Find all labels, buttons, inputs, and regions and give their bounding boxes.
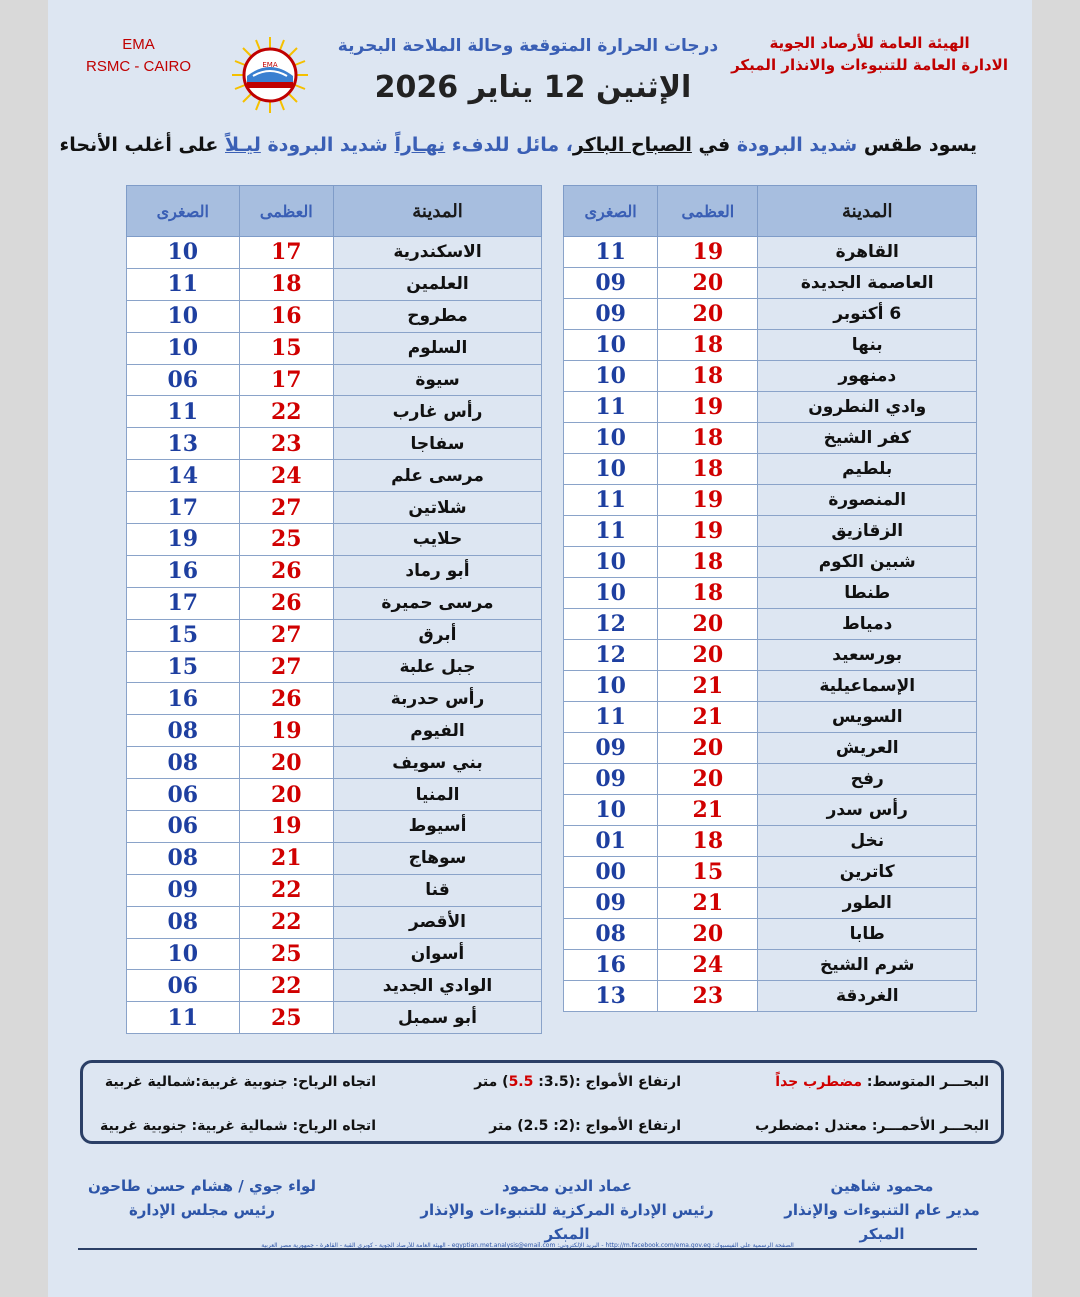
city-cell: شلاتين bbox=[334, 492, 542, 524]
table-row bbox=[127, 715, 542, 747]
min-temp-cell: 06 bbox=[127, 811, 240, 843]
table-row bbox=[127, 492, 542, 524]
city-cell: بورسعيد bbox=[758, 640, 977, 671]
min-temp-cell: 11 bbox=[564, 485, 658, 516]
max-temp-cell: 16 bbox=[239, 300, 333, 332]
city-cell: أسيوط bbox=[334, 811, 542, 843]
max-temp-cell: 22 bbox=[239, 970, 333, 1002]
min-temp-cell: 09 bbox=[564, 888, 658, 919]
table-row bbox=[127, 1002, 542, 1034]
max-temp-cell: 15 bbox=[239, 332, 333, 364]
city-cell: دمنهور bbox=[758, 361, 977, 392]
city-cell: طنطا bbox=[758, 578, 977, 609]
city-cell: سيوة bbox=[334, 364, 542, 396]
table-row bbox=[127, 524, 542, 556]
red-label: البحـــر الأحمـــر: bbox=[866, 1118, 989, 1134]
max-temp-cell: 22 bbox=[239, 906, 333, 938]
table-row bbox=[564, 454, 977, 485]
max-temp-cell: 27 bbox=[239, 492, 333, 524]
min-temp-cell: 08 bbox=[564, 919, 658, 950]
min-temp-cell: 11 bbox=[127, 268, 240, 300]
max-temp-cell: 19 bbox=[658, 237, 758, 268]
table-row bbox=[564, 237, 977, 268]
med-waves-unit: ) متر bbox=[474, 1074, 509, 1090]
min-temp-cell: 10 bbox=[564, 454, 658, 485]
city-cell: جبل علبة bbox=[334, 651, 542, 683]
min-temp-cell: 10 bbox=[564, 578, 658, 609]
org-abbrev: EMA bbox=[122, 36, 155, 53]
city-cell: رأس غارب bbox=[334, 396, 542, 428]
table-row bbox=[564, 671, 977, 702]
signature-chairman bbox=[72, 1174, 332, 1222]
table-row bbox=[127, 332, 542, 364]
city-cell: شبين الكوم bbox=[758, 547, 977, 578]
max-temp-cell: 18 bbox=[658, 578, 758, 609]
city-cell: وادي النطرون bbox=[758, 392, 977, 423]
max-temp-cell: 18 bbox=[658, 330, 758, 361]
red-state-value: معتدل :مضطرب bbox=[755, 1118, 867, 1134]
table-row bbox=[564, 516, 977, 547]
signatory-name: محمود شاهين bbox=[830, 1177, 934, 1195]
table-row bbox=[564, 888, 977, 919]
min-temp-cell: 10 bbox=[127, 332, 240, 364]
table-row bbox=[564, 919, 977, 950]
min-temp-cell: 06 bbox=[127, 779, 240, 811]
summary-highlight: شديد البرودة bbox=[736, 134, 858, 156]
min-temp-cell: 11 bbox=[564, 516, 658, 547]
max-temp-cell: 20 bbox=[658, 299, 758, 330]
city-cell: العاصمة الجديدة bbox=[758, 268, 977, 299]
min-temp-cell: 06 bbox=[127, 970, 240, 1002]
table-row bbox=[564, 361, 977, 392]
city-cell: مطروح bbox=[334, 300, 542, 332]
med-waves-label: ارتفاع الأمواج :(3.5: bbox=[533, 1074, 681, 1090]
summary-underlined: ليـلاً bbox=[225, 134, 261, 156]
med-label: البحـــر المتوسط: bbox=[862, 1074, 989, 1090]
table-row bbox=[127, 619, 542, 651]
summary-text: على أغلب الأنحاء bbox=[59, 134, 226, 156]
org-header-ar bbox=[731, 32, 1008, 76]
min-temp-cell: 06 bbox=[127, 364, 240, 396]
max-temp-cell: 27 bbox=[239, 619, 333, 651]
min-temp-cell: 16 bbox=[127, 683, 240, 715]
city-cell: المنيا bbox=[334, 779, 542, 811]
max-temp-cell: 26 bbox=[239, 587, 333, 619]
city-cell: الغردقة bbox=[758, 981, 977, 1012]
min-temp-cell: 12 bbox=[564, 640, 658, 671]
city-cell: دمياط bbox=[758, 609, 977, 640]
min-temp-cell: 10 bbox=[127, 300, 240, 332]
max-temp-cell: 19 bbox=[239, 715, 333, 747]
min-temp-cell: 08 bbox=[127, 906, 240, 938]
bulletin-title: درجات الحرارة المتوقعة وحالة الملاحة البحرية bbox=[337, 36, 719, 56]
min-temp-cell: 00 bbox=[564, 857, 658, 888]
city-cell: رأس حدربة bbox=[334, 683, 542, 715]
city-cell: الفيوم bbox=[334, 715, 542, 747]
city-cell: بنها bbox=[758, 330, 977, 361]
city-cell: الإسماعيلية bbox=[758, 671, 977, 702]
table-row bbox=[127, 237, 542, 269]
table-row bbox=[127, 874, 542, 906]
max-temp-cell: 21 bbox=[658, 888, 758, 919]
min-temp-cell: 11 bbox=[127, 396, 240, 428]
max-temp-cell: 18 bbox=[658, 423, 758, 454]
min-temp-cell: 08 bbox=[127, 842, 240, 874]
footer-contact: الصفحة الرسمية على الفيسبوك: http://m.facebook.com/ema.gov.eg - البريد الإلكتروني: egyptian.met.analysis@email.com - الهيئة العامة للأرصاد الجوية - كوبري القبة - القاهرة - جمهورية مصر العربية bbox=[261, 1242, 794, 1249]
max-temp-cell: 23 bbox=[658, 981, 758, 1012]
min-temp-cell: 08 bbox=[127, 715, 240, 747]
city-cell: رفح bbox=[758, 764, 977, 795]
max-temp-cell: 25 bbox=[239, 1002, 333, 1034]
max-temp-cell: 20 bbox=[658, 268, 758, 299]
city-cell: أبرق bbox=[334, 619, 542, 651]
col-header-max: العظمى bbox=[239, 186, 333, 237]
min-temp-cell: 17 bbox=[127, 492, 240, 524]
table-row bbox=[564, 702, 977, 733]
min-temp-cell: 16 bbox=[127, 555, 240, 587]
org-header-en bbox=[86, 34, 191, 78]
max-temp-cell: 19 bbox=[658, 392, 758, 423]
max-temp-cell: 20 bbox=[658, 919, 758, 950]
max-temp-cell: 27 bbox=[239, 651, 333, 683]
signatory-name: عماد الدين محمود bbox=[502, 1177, 632, 1195]
signatory-name: لواء جوي / هشام حسن طاحون bbox=[87, 1177, 317, 1195]
table-row bbox=[127, 587, 542, 619]
table-row bbox=[127, 842, 542, 874]
max-temp-cell: 21 bbox=[658, 671, 758, 702]
bulletin-date: الإثنين 12 يناير 2026 bbox=[374, 70, 692, 105]
city-cell: قنا bbox=[334, 874, 542, 906]
max-temp-cell: 18 bbox=[658, 547, 758, 578]
table-row bbox=[127, 811, 542, 843]
city-cell: الطور bbox=[758, 888, 977, 919]
table-row bbox=[127, 396, 542, 428]
summary-underlined: الصباح الباكر bbox=[572, 134, 692, 156]
city-cell: أبو سمبل bbox=[334, 1002, 542, 1034]
max-temp-cell: 15 bbox=[658, 857, 758, 888]
city-cell: المنصورة bbox=[758, 485, 977, 516]
min-temp-cell: 09 bbox=[564, 299, 658, 330]
table-row bbox=[564, 299, 977, 330]
footer-divider bbox=[78, 1248, 977, 1250]
max-temp-cell: 20 bbox=[658, 640, 758, 671]
min-temp-cell: 10 bbox=[564, 671, 658, 702]
city-cell: أبو رماد bbox=[334, 555, 542, 587]
signature-forecast-director bbox=[762, 1174, 1002, 1246]
red-wind: اتجاه الرياح: شمالية غربية: جنوبية غربية bbox=[100, 1118, 376, 1134]
signature-central-admin bbox=[407, 1174, 727, 1246]
city-cell: حلايب bbox=[334, 524, 542, 556]
min-temp-cell: 10 bbox=[127, 938, 240, 970]
max-temp-cell: 26 bbox=[239, 683, 333, 715]
city-cell: 6 أكتوبر bbox=[758, 299, 977, 330]
org-center: RSMC - CAIRO bbox=[86, 58, 191, 75]
min-temp-cell: 12 bbox=[564, 609, 658, 640]
city-cell: شرم الشيخ bbox=[758, 950, 977, 981]
city-cell: القاهرة bbox=[758, 237, 977, 268]
table-row bbox=[127, 268, 542, 300]
min-temp-cell: 11 bbox=[127, 1002, 240, 1034]
min-temp-cell: 10 bbox=[564, 795, 658, 826]
col-header-min: الصغرى bbox=[127, 186, 240, 237]
max-temp-cell: 24 bbox=[658, 950, 758, 981]
table-row bbox=[564, 733, 977, 764]
min-temp-cell: 11 bbox=[564, 237, 658, 268]
max-temp-cell: 26 bbox=[239, 555, 333, 587]
min-temp-cell: 10 bbox=[564, 547, 658, 578]
col-header-max: العظمى bbox=[658, 186, 758, 237]
min-temp-cell: 10 bbox=[564, 361, 658, 392]
min-temp-cell: 09 bbox=[127, 874, 240, 906]
min-temp-cell: 19 bbox=[127, 524, 240, 556]
table-row bbox=[564, 485, 977, 516]
table-row bbox=[127, 970, 542, 1002]
min-temp-cell: 01 bbox=[564, 826, 658, 857]
max-temp-cell: 18 bbox=[658, 361, 758, 392]
table-row bbox=[564, 423, 977, 454]
city-cell: مرسى حميرة bbox=[334, 587, 542, 619]
signatory-role: رئيس الإدارة المركزية للتنبوءات والإنذار المبكر bbox=[420, 1201, 714, 1243]
city-cell: طابا bbox=[758, 919, 977, 950]
min-temp-cell: 15 bbox=[127, 619, 240, 651]
max-temp-cell: 20 bbox=[658, 764, 758, 795]
min-temp-cell: 15 bbox=[127, 651, 240, 683]
city-cell: سفاجا bbox=[334, 428, 542, 460]
summary-highlight: ، مائل للدفء bbox=[445, 134, 573, 156]
summary-text: يسود طقس bbox=[857, 134, 977, 156]
med-waves-max: 5.5 bbox=[508, 1074, 534, 1090]
max-temp-cell: 25 bbox=[239, 938, 333, 970]
city-cell: بني سويف bbox=[334, 747, 542, 779]
table-row bbox=[127, 300, 542, 332]
max-temp-cell: 21 bbox=[239, 842, 333, 874]
max-temp-cell: 20 bbox=[658, 733, 758, 764]
max-temp-cell: 24 bbox=[239, 460, 333, 492]
min-temp-cell: 14 bbox=[127, 460, 240, 492]
med-wind: اتجاه الرياح: جنوبية غربية:شمالية غربية bbox=[104, 1074, 376, 1090]
max-temp-cell: 19 bbox=[658, 516, 758, 547]
city-cell: كاترين bbox=[758, 857, 977, 888]
table-row bbox=[127, 779, 542, 811]
city-cell: كفر الشيخ bbox=[758, 423, 977, 454]
max-temp-cell: 21 bbox=[658, 702, 758, 733]
signatory-role: مدير عام التنبوءات والإنذار المبكر bbox=[784, 1201, 980, 1243]
max-temp-cell: 19 bbox=[239, 811, 333, 843]
max-temp-cell: 18 bbox=[239, 268, 333, 300]
mediterranean-row bbox=[83, 1074, 1001, 1096]
summary-highlight: شديد البرودة bbox=[260, 134, 395, 156]
table-row bbox=[564, 857, 977, 888]
sea-conditions-box bbox=[80, 1060, 1004, 1144]
min-temp-cell: 11 bbox=[564, 392, 658, 423]
max-temp-cell: 20 bbox=[239, 747, 333, 779]
col-header-min: الصغرى bbox=[564, 186, 658, 237]
city-cell: الاسكندرية bbox=[334, 237, 542, 269]
max-temp-cell: 18 bbox=[658, 826, 758, 857]
table-row bbox=[564, 392, 977, 423]
min-temp-cell: 09 bbox=[564, 268, 658, 299]
city-cell: السويس bbox=[758, 702, 977, 733]
max-temp-cell: 23 bbox=[239, 428, 333, 460]
max-temp-cell: 25 bbox=[239, 524, 333, 556]
city-cell: الزقازيق bbox=[758, 516, 977, 547]
red-waves: ارتفاع الأمواج :(2: 2.5) متر bbox=[489, 1118, 681, 1134]
city-cell: الوادي الجديد bbox=[334, 970, 542, 1002]
temperature-table-left bbox=[126, 185, 542, 1034]
table-row bbox=[564, 640, 977, 671]
table-row bbox=[564, 764, 977, 795]
table-row bbox=[127, 364, 542, 396]
svg-text:EMA: EMA bbox=[262, 61, 278, 69]
med-waves bbox=[474, 1074, 681, 1090]
table-row bbox=[127, 938, 542, 970]
max-temp-cell: 17 bbox=[239, 237, 333, 269]
table-row bbox=[564, 547, 977, 578]
summary-underlined: نهـاراً bbox=[394, 134, 446, 156]
org-dept-ar: الادارة العامة للتنبوءات والانذار المبكر bbox=[731, 56, 1008, 74]
city-cell: الأقصر bbox=[334, 906, 542, 938]
col-header-city: المدينة bbox=[758, 186, 977, 237]
min-temp-cell: 17 bbox=[127, 587, 240, 619]
table-row bbox=[564, 950, 977, 981]
weather-summary bbox=[59, 134, 977, 156]
max-temp-cell: 17 bbox=[239, 364, 333, 396]
table-row bbox=[127, 747, 542, 779]
max-temp-cell: 22 bbox=[239, 874, 333, 906]
table-row bbox=[127, 683, 542, 715]
max-temp-cell: 20 bbox=[239, 779, 333, 811]
red-sea-row bbox=[83, 1118, 1001, 1140]
min-temp-cell: 13 bbox=[564, 981, 658, 1012]
table-row bbox=[564, 795, 977, 826]
med-state bbox=[775, 1074, 989, 1090]
max-temp-cell: 22 bbox=[239, 396, 333, 428]
min-temp-cell: 09 bbox=[564, 733, 658, 764]
min-temp-cell: 10 bbox=[127, 237, 240, 269]
table-row bbox=[564, 268, 977, 299]
min-temp-cell: 16 bbox=[564, 950, 658, 981]
min-temp-cell: 08 bbox=[127, 747, 240, 779]
max-temp-cell: 20 bbox=[658, 609, 758, 640]
table-row bbox=[564, 826, 977, 857]
table-row bbox=[564, 609, 977, 640]
red-state bbox=[755, 1118, 989, 1134]
table-row bbox=[564, 981, 977, 1012]
table-row bbox=[127, 555, 542, 587]
city-cell: مرسى علم bbox=[334, 460, 542, 492]
max-temp-cell: 18 bbox=[658, 454, 758, 485]
city-cell: رأس سدر bbox=[758, 795, 977, 826]
table-row bbox=[564, 578, 977, 609]
summary-text: في bbox=[691, 134, 737, 156]
ema-logo-icon bbox=[231, 36, 309, 114]
min-temp-cell: 10 bbox=[564, 423, 658, 454]
city-cell: أسوان bbox=[334, 938, 542, 970]
table-row bbox=[127, 906, 542, 938]
city-cell: العريش bbox=[758, 733, 977, 764]
city-cell: العلمين bbox=[334, 268, 542, 300]
table-row bbox=[127, 428, 542, 460]
min-temp-cell: 13 bbox=[127, 428, 240, 460]
min-temp-cell: 11 bbox=[564, 702, 658, 733]
table-row bbox=[564, 330, 977, 361]
city-cell: السلوم bbox=[334, 332, 542, 364]
org-name-ar: الهيئة العامة للأرصاد الجوية bbox=[769, 34, 970, 52]
min-temp-cell: 09 bbox=[564, 764, 658, 795]
col-header-city: المدينة bbox=[334, 186, 542, 237]
max-temp-cell: 21 bbox=[658, 795, 758, 826]
city-cell: سوهاج bbox=[334, 842, 542, 874]
med-state-value: مضطرب جداً bbox=[775, 1074, 863, 1090]
bulletin-page bbox=[48, 0, 1032, 1297]
temperature-table-right bbox=[563, 185, 977, 1012]
signatory-role: رئيس مجلس الإدارة bbox=[128, 1201, 276, 1219]
table-row bbox=[127, 460, 542, 492]
city-cell: نخل bbox=[758, 826, 977, 857]
min-temp-cell: 10 bbox=[564, 330, 658, 361]
city-cell: بلطيم bbox=[758, 454, 977, 485]
max-temp-cell: 19 bbox=[658, 485, 758, 516]
table-row bbox=[127, 651, 542, 683]
